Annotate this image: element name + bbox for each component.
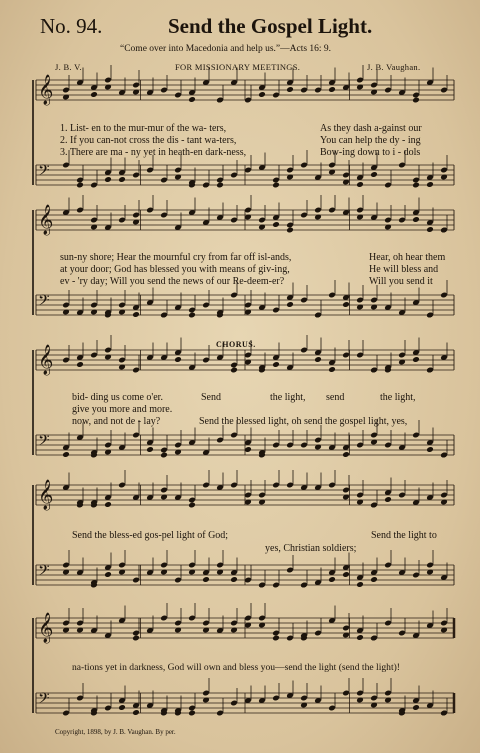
scripture-epigraph: “Come over into Macedonia and help us.”—Acts 16: 9. — [120, 44, 332, 54]
lyric-line-verse3: now, and not de - lay? — [72, 416, 161, 427]
chorus-bass-line: Send the blessed light, oh send the gospel light, yes, — [199, 416, 408, 427]
chorus-final-line: na-tions yet in darkness, God will own and bless you—send the light (send the light)! — [72, 662, 401, 673]
lyric-line-verse2: at your door; God has blessed you with means of giv-ing, — [60, 264, 290, 275]
svg-text:𝄞: 𝄞 — [38, 613, 54, 643]
hymn-title: Send the Gospel Light. — [168, 14, 373, 38]
chorus-word: the light, — [380, 392, 416, 403]
svg-text:𝄢: 𝄢 — [38, 562, 50, 583]
chorus-word: the light, — [270, 392, 306, 403]
copyright-notice: Copyright, 1898, by J. B. Vaughan. By per. — [55, 728, 176, 736]
lyric-line-verse2: give you more and more. — [72, 404, 173, 415]
svg-text:𝄢: 𝄢 — [38, 162, 50, 183]
lyric-line-verse1-right: Hear, oh hear them — [369, 252, 446, 263]
lyric-line-verse3: 3. There are ma - ny yet in heath-en dark-ness, — [60, 147, 247, 158]
chorus-label: CHORUS. — [216, 340, 256, 349]
svg-text:𝄢: 𝄢 — [38, 432, 50, 453]
lyric-line-verse3-right: Will you send it — [369, 276, 433, 287]
note-heads — [62, 65, 448, 716]
svg-text:𝄢: 𝄢 — [38, 292, 50, 313]
lyric-line-verse2: 2. If you can-not cross the dis - tant wa-ters, — [60, 135, 237, 146]
occasion-label: FOR MISSIONARY MEETINGS. — [175, 62, 301, 72]
chorus-line-right: Send the light to — [371, 530, 437, 541]
svg-text:𝄞: 𝄞 — [38, 75, 54, 105]
author-credit: J. B. V. — [55, 62, 82, 72]
hymn-number: No. 94. — [40, 14, 103, 38]
lyric-line-verse2-right: He will bless and — [369, 264, 439, 275]
lyric-line-verse3-right: Bow-ing down to i - dols — [320, 147, 421, 158]
chorus-bass-line: yes, Christian soldiers; — [265, 543, 357, 554]
svg-text:𝄢: 𝄢 — [38, 690, 50, 711]
chorus-word: send — [326, 392, 345, 403]
svg-text:𝄞: 𝄞 — [38, 205, 54, 235]
lyric-line-verse1-right: As they dash a-gainst our — [320, 123, 422, 134]
lyric-line-verse2-right: You can help the dy - ing — [320, 135, 421, 146]
composer-credit: J. B. Vaughan. — [367, 62, 421, 72]
lyric-line-verse1: bid- ding us come o'er. — [72, 392, 163, 403]
chorus-word: Send — [201, 392, 221, 403]
svg-text:𝄞: 𝄞 — [38, 345, 54, 375]
chorus-line: Send the bless-ed gos-pel light of God; — [72, 530, 229, 541]
lyric-line-verse3: ev - 'ry day; Will you send the news of our Re-deem-er? — [60, 276, 285, 287]
lyric-line-verse1: 1. List- en to the mur-mur of the wa- ters, — [60, 123, 227, 134]
svg-text:𝄞: 𝄞 — [38, 480, 54, 510]
lyric-line-verse1: sun-ny shore; Hear the mournful cry from far off isl-ands, — [60, 252, 292, 263]
